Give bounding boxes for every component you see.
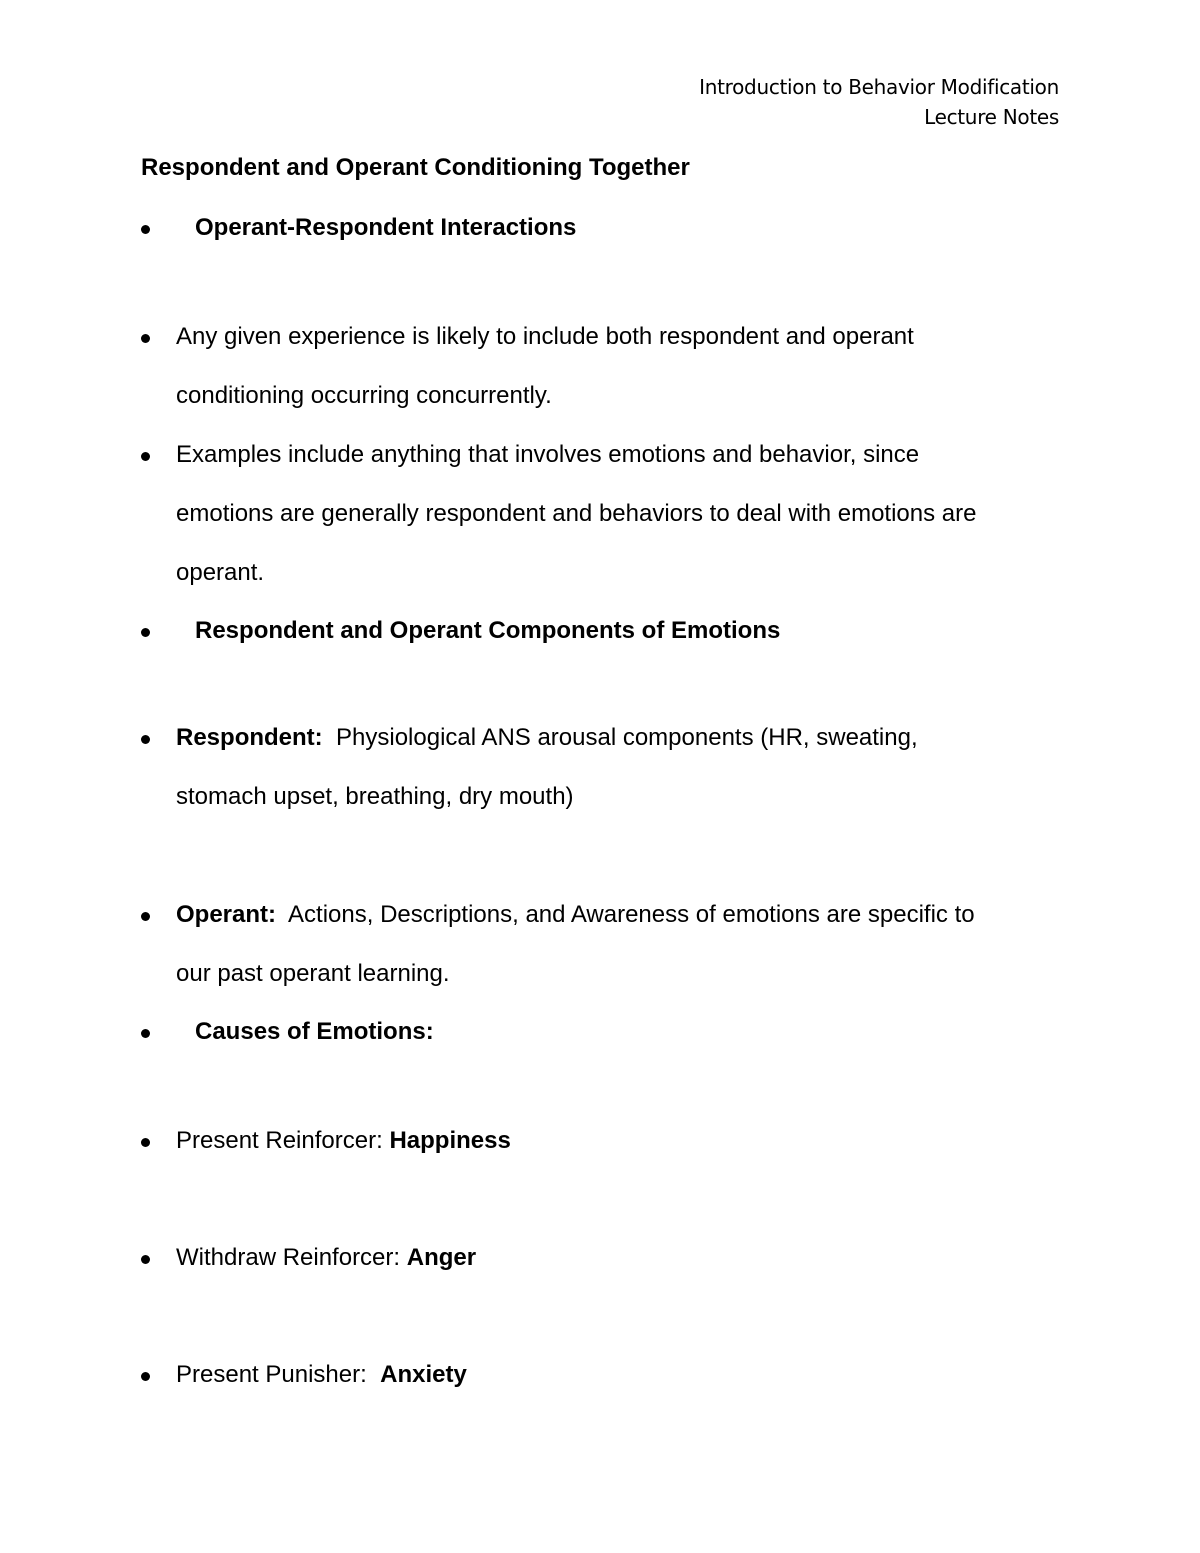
bullet-icon xyxy=(141,452,150,461)
list-item-text: operant. xyxy=(176,559,265,586)
bullet-icon xyxy=(141,1138,150,1147)
list-item-text: Examples include anything that involves emotions and behavior, since xyxy=(176,441,920,468)
section-heading-text: Operant-Respondent Interactions xyxy=(195,214,577,241)
bullet-icon xyxy=(141,912,150,921)
emotion-name: Happiness xyxy=(389,1127,511,1154)
section-heading-text: Causes of Emotions: xyxy=(195,1018,434,1045)
term-label: Operant: xyxy=(176,901,277,928)
bullet-icon xyxy=(141,628,150,637)
term-label: Respondent: xyxy=(176,724,323,751)
bullet-icon xyxy=(141,1372,150,1381)
section-heading-text: Respondent and Operant Components of Emotions xyxy=(195,617,781,644)
term-definition: Actions, Descriptions, and Awareness of emotions are specific to xyxy=(288,901,975,928)
list-item-text: conditioning occurring concurrently. xyxy=(176,382,552,409)
page-header xyxy=(699,72,1059,132)
cause-label: Present Reinforcer: xyxy=(176,1127,383,1154)
emotion-name: Anger xyxy=(406,1244,477,1271)
bullet-icon xyxy=(141,334,150,343)
term-definition: Physiological ANS arousal components (HR, sweating, xyxy=(336,724,918,751)
list-item-text xyxy=(176,1244,476,1272)
bullet-icon xyxy=(141,1255,150,1264)
cause-label: Present Punisher: xyxy=(176,1361,367,1388)
cause-label: Withdraw Reinforcer: xyxy=(176,1244,401,1271)
emotion-name: Anxiety xyxy=(380,1361,467,1388)
list-item-text: Any given experience is likely to include both respondent and operant xyxy=(176,323,914,350)
list-item-text xyxy=(176,724,918,752)
list-item-text xyxy=(176,1361,467,1389)
header-doc-type: Lecture Notes xyxy=(924,105,1059,129)
page-title: Respondent and Operant Conditioning Together xyxy=(141,154,690,181)
list-item-text: stomach upset, breathing, dry mouth) xyxy=(176,783,574,810)
list-item-text xyxy=(176,901,975,929)
list-item-text xyxy=(176,1127,511,1155)
list-item-text: our past operant learning. xyxy=(176,960,450,987)
bullet-icon xyxy=(141,1029,150,1038)
bullet-icon xyxy=(141,735,150,744)
list-item-text: emotions are generally respondent and behaviors to deal with emotions are xyxy=(176,500,977,527)
bullet-icon xyxy=(141,225,150,234)
header-course: Introduction to Behavior Modification xyxy=(699,75,1059,99)
